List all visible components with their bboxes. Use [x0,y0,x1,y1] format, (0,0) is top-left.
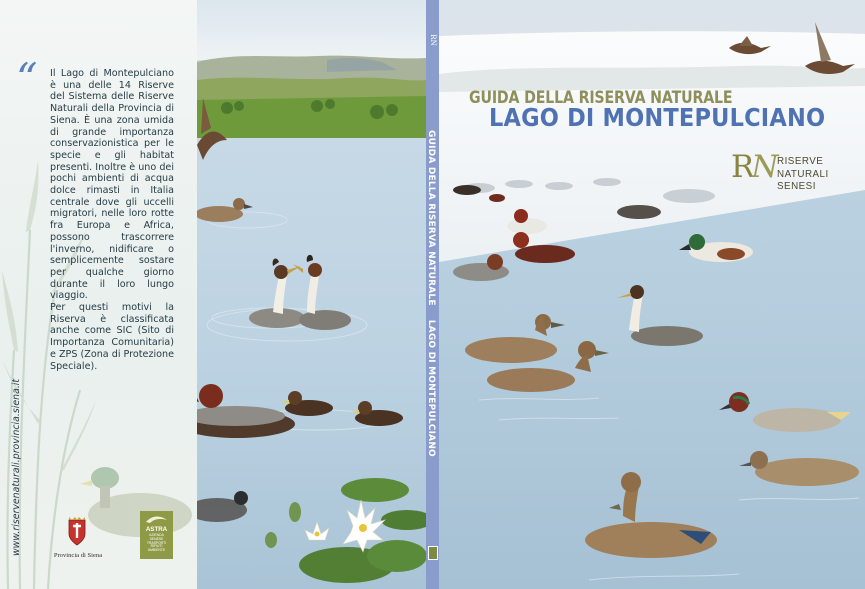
astra-label: ASTRA [145,526,168,533]
riserve-naturali-logo-icon [731,149,779,185]
logo-line-3: SENESI [777,181,816,193]
spine-title-part-1: GUIDA DELLA RISERVA NATURALE [426,130,436,306]
lake-landscape-illustration [197,0,426,589]
flap-description [50,68,174,372]
bird-icon [140,513,173,527]
riserve-naturali-senesi-label [777,156,829,194]
logo-letter-r: R [731,149,755,185]
website-url: www.riservenaturali.provincia.siena.it [11,378,22,556]
book-spine [426,0,439,589]
spine-logo: RN [429,34,437,46]
inside-illustration-panel [197,0,426,589]
provincia-siena-crest-icon [60,516,94,551]
spine-title-part-2: LAGO DI MONTEPULCIANO [426,319,436,457]
logo-letter-n: N [751,149,779,185]
spine-title [426,130,436,457]
cover-title: LAGO DI MONTEPULCIANO [489,103,826,132]
astra-subtitle: AZIENDA SENESE TRASPORTI RIFIUTI AMBIENTE [146,533,167,553]
spine-publisher-badge [428,546,438,560]
quote-icon: “ [16,54,38,103]
cover-pretitle: GUIDA DELLA RISERVA NATURALE [469,88,733,107]
front-cover [439,0,865,589]
logo-line-1: RISERVE [777,156,824,167]
astra-logo [140,511,173,559]
back-cover-flap [0,0,197,589]
logo-line-2: NATURALI [777,168,829,180]
flap-paragraph-1: Il Lago di Montepulciano è una delle 14 Riserve del Sistema delle Riserve Naturali della Provincia di Siena. È una zona umida di grande importanza conservazionistica per le specie e gli habitat presenti. Inoltre è uno dei pochi ambienti di acqua dolce rimasti in Italia centrale dove gli uccelli migratori, nelle loro rotte fra Europa e Africa, possono trascorrere l'inverno, nidificare o semplicemente sostare per qualche giorno durante il loro lungo viaggio. [50,68,174,302]
flap-paragraph-2: Per questi motivi la Riserva è classificata anche come SIC (Sito di Importanza Comunitaria) e ZPS (Zona di Protezione Speciale). [50,302,174,372]
provincia-siena-label: Provincia di Siena [53,552,103,559]
